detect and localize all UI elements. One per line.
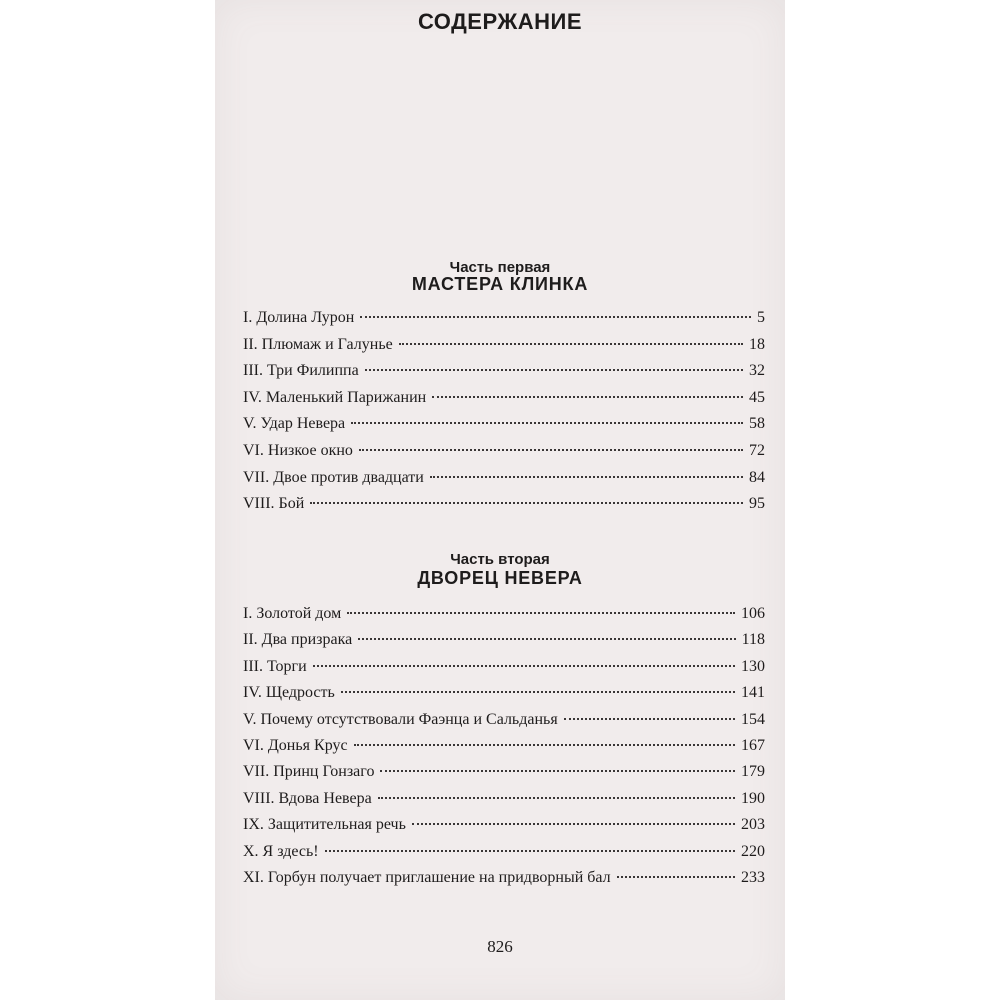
chapter-title: VI. Низкое окно (243, 441, 353, 459)
chapter-page-number: 84 (749, 468, 765, 486)
chapter-page-number: 220 (741, 842, 765, 860)
chapter-page-number: 233 (741, 868, 765, 886)
part-title: ДВОРЕЦ НЕВЕРА (417, 568, 583, 588)
toc-entry (243, 711, 765, 737)
chapter-title: IX. Защитительная речь (243, 816, 406, 834)
chapter-title: I. Золотой дом (243, 605, 342, 622)
toc-entry (243, 763, 765, 789)
toc-entry (243, 790, 765, 816)
chapter-page-number: 141 (741, 684, 765, 702)
dot-leader (430, 476, 743, 478)
toc-entry (243, 605, 765, 631)
dot-leader (325, 850, 735, 852)
chapter-title: V. Почему отсутствовали Фаэнца и Сальданья (243, 710, 558, 728)
dot-leader (617, 876, 735, 878)
part-label: Часть вторая (450, 551, 550, 568)
toc-entry (243, 362, 765, 389)
toc-entry (243, 389, 765, 416)
toc-entry (243, 843, 765, 869)
chapter-page-number: 106 (741, 605, 765, 622)
dot-leader (360, 316, 751, 318)
chapter-title: XI. Горбун получает приглашение на придворный бал (243, 868, 611, 886)
dot-leader (310, 502, 743, 504)
dot-leader (365, 369, 743, 371)
toc-entry (243, 495, 765, 522)
toc-entry (243, 415, 765, 442)
chapter-page-number: 95 (749, 495, 765, 513)
dot-leader (351, 422, 743, 424)
toc-entry (243, 737, 765, 763)
dot-leader (358, 638, 735, 640)
chapter-page-number: 58 (749, 415, 765, 433)
dot-leader (354, 744, 735, 746)
chapter-page-number: 18 (749, 335, 765, 353)
dot-leader (412, 823, 735, 825)
chapter-title: VI. Донья Крус (243, 736, 348, 754)
part-title: МАСТЕРА КЛИНКА (411, 274, 589, 294)
dot-leader (313, 665, 735, 667)
chapter-page-number: 118 (741, 631, 765, 649)
chapter-page-number: 130 (741, 657, 765, 675)
page-title: СОДЕРЖАНИЕ (417, 9, 583, 34)
chapter-title: X. Я здесь! (243, 842, 319, 860)
chapter-page-number: 203 (741, 816, 765, 834)
toc-list-part-2 (243, 605, 765, 895)
chapter-page-number: 72 (749, 441, 765, 459)
toc-entry (243, 631, 765, 657)
toc-entry (243, 816, 765, 842)
dot-leader (359, 449, 743, 451)
chapter-page-number: 190 (741, 789, 765, 807)
chapter-title: VII. Принц Гонзаго (243, 763, 375, 781)
chapter-page-number: 179 (741, 763, 765, 781)
dot-leader (564, 718, 735, 720)
chapter-page-number: 154 (741, 710, 765, 728)
toc-entry (243, 684, 765, 710)
chapter-page-number: 45 (749, 388, 765, 406)
toc-entry (243, 658, 765, 684)
toc-entry (243, 309, 765, 336)
chapter-page-number: 5 (757, 309, 765, 326)
chapter-title: III. Три Филиппа (243, 362, 359, 380)
chapter-page-number: 32 (749, 362, 765, 380)
part-label: Часть первая (449, 259, 551, 276)
dot-leader (341, 691, 735, 693)
toc-entry (243, 442, 765, 469)
dot-leader (378, 797, 735, 799)
chapter-title: VIII. Вдова Невера (243, 789, 372, 807)
chapter-title: I. Долина Лурон (243, 309, 355, 326)
chapter-page-number: 167 (741, 736, 765, 754)
chapter-title: VII. Двое против двадцати (243, 468, 424, 486)
chapter-title: IV. Маленький Парижанин (243, 388, 427, 406)
toc-list-part-1 (243, 309, 765, 522)
chapter-title: VIII. Бой (243, 495, 305, 513)
toc-entry (243, 336, 765, 363)
page-number: 826 (487, 937, 513, 956)
chapter-title: II. Два призрака (243, 631, 353, 649)
dot-leader (399, 343, 743, 345)
book-page (215, 0, 785, 1000)
dot-leader (347, 612, 735, 614)
toc-entry (243, 869, 765, 895)
chapter-title: III. Торги (243, 657, 307, 675)
chapter-title: V. Удар Невера (243, 415, 346, 433)
dot-leader (380, 770, 735, 772)
toc-entry (243, 469, 765, 496)
chapter-title: IV. Щедрость (243, 684, 335, 702)
chapter-title: II. Плюмаж и Галунье (243, 335, 393, 353)
dot-leader (432, 396, 743, 398)
